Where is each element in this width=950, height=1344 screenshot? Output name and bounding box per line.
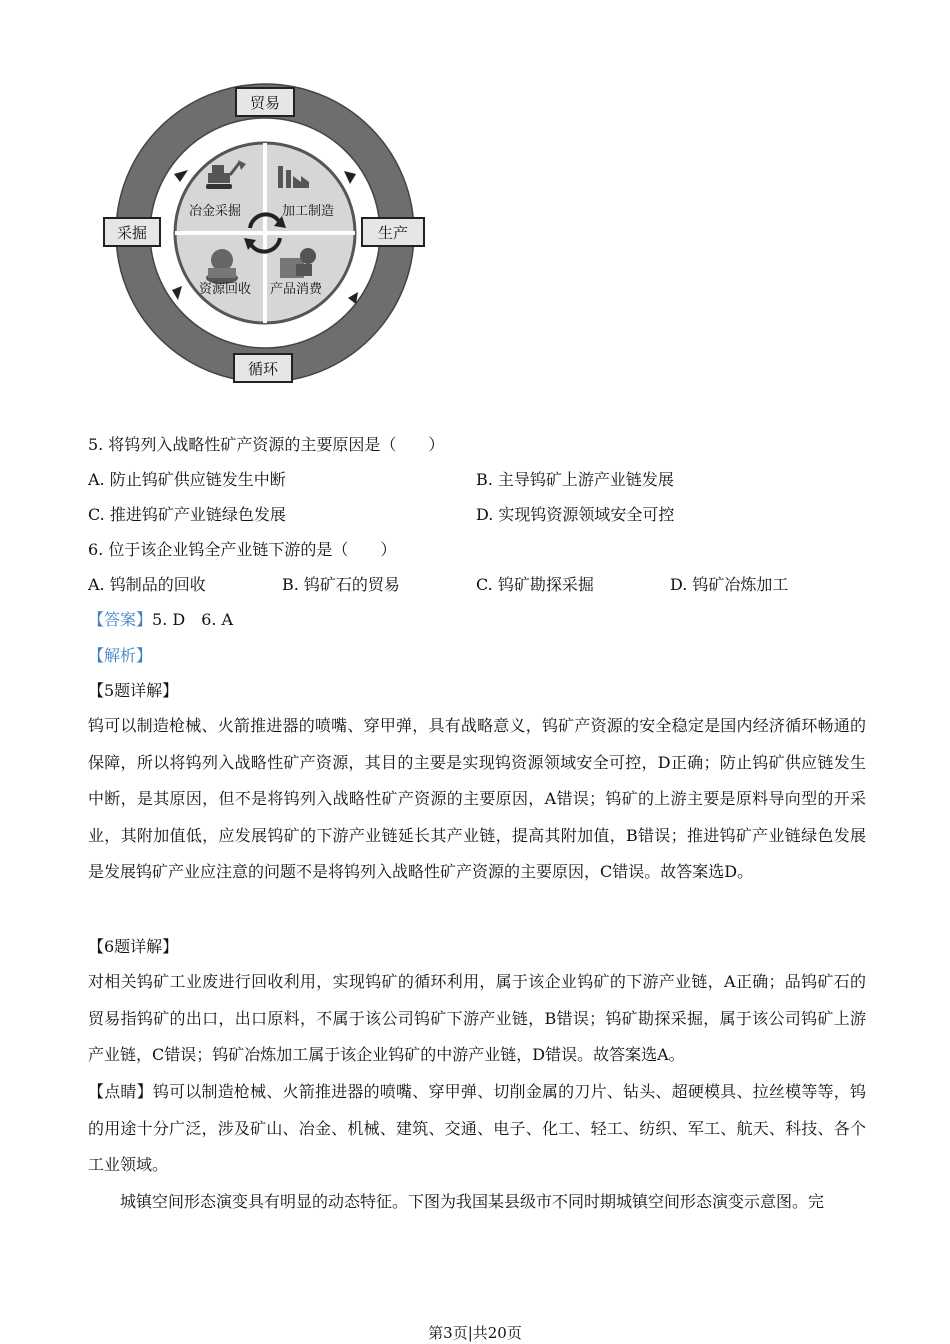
page-footer: 第3页|共20页: [428, 1324, 522, 1342]
answer-line: [88, 610, 233, 630]
detail6-title: 【6题详解】: [88, 937, 179, 956]
answer-text: 5. D 6. A: [152, 610, 234, 629]
q6-stem: 6. 位于该企业钨全产业链下游的是（ ）: [88, 540, 397, 559]
inner-label-manufacturing: 加工制造: [281, 204, 335, 219]
inner-label-recovery: 资源回收: [198, 282, 252, 297]
label-trade: [236, 88, 294, 116]
svg-text:贸易: 贸易: [249, 94, 281, 112]
q6-option-d: D. 钨矿冶炼加工: [670, 575, 789, 594]
industry-chain-diagram: [100, 78, 430, 388]
note-label: 【点睛】: [88, 1082, 153, 1101]
label-cycle: [234, 354, 292, 382]
note-body: 钨可以制造枪械、火箭推进器的喷嘴、穿甲弹、切削金属的刀片、钻头、超硬模具、拉丝模等等，钨的用途十分广泛，涉及矿山、冶金、机械、建筑、交通、电子、化工、轻工、纺织、军工、航天、科技、各个工业领域。: [88, 1082, 866, 1174]
q6-option-a: A. 钨制品的回收: [88, 575, 206, 594]
label-mining: [104, 218, 160, 246]
note-paragraph: [88, 1074, 866, 1184]
q5-option-b: B. 主导钨矿上游产业链发展: [476, 470, 674, 489]
detail5-body: 钨可以制造枪械、火箭推进器的喷嘴、穿甲弹，具有战略意义，钨矿产资源的安全稳定是国内经济循环畅通的保障，所以将钨列入战略性矿产资源，其目的主要是实现钨资源领域安全可控，D正确；防止钨矿供应链发生中断，是其原因，但不是将钨列入战略性矿产资源的主要原因，A错误；钨矿的上游主要是原料导向型的开采业，其附加值低，应发展钨矿的下游产业链延长其产业链，提高其附加值，B错误；推进钨矿产业链绿色发展是发展钨矿产业应注意的问题不是将钨列入战略性矿产资源的主要原因，C错误。故答案选D。: [88, 716, 866, 881]
q6-option-b: B. 钨矿石的贸易: [282, 575, 400, 594]
q5-stem: 5. 将钨列入战略性矿产资源的主要原因是（ ）: [88, 435, 445, 454]
q5-option-c: C. 推进钨矿产业链绿色发展: [88, 505, 286, 524]
svg-text:采掘: 采掘: [116, 224, 148, 242]
svg-text:生产: 生产: [377, 224, 409, 242]
q5-option-a: A. 防止钨矿供应链发生中断: [88, 470, 286, 489]
q6-option-c: C. 钨矿勘探采掘: [476, 575, 594, 594]
detail6-body: 对相关钨矿工业废进行回收利用，实现钨矿的循环利用，属于该企业钨矿的下游产业链，A正确；品钨矿石的贸易指钨矿的出口，出口原料，不属于该公司钨矿下游产业链，B错误；钨矿勘探采掘，属于该公司钨矿上游产业链，C错误；钨矿冶炼加工属于该企业钨矿的中游产业链，D错误。故答案选A。: [88, 972, 866, 1064]
q5-option-d: D. 实现钨资源领域安全可控: [476, 505, 675, 524]
next-section-intro: 城镇空间形态演变具有明显的动态特征。下图为我国某县级市不同时期城镇空间形态演变示意图。完: [120, 1192, 825, 1211]
label-production: [362, 218, 424, 246]
detail5-title: 【5题详解】: [88, 681, 179, 700]
svg-text:循环: 循环: [247, 360, 279, 378]
inner-label-consumption: 产品消费: [269, 282, 323, 297]
answer-label: 【答案】: [88, 610, 153, 629]
analysis-label: 【解析】: [88, 646, 153, 665]
inner-label-smelting: 冶金采掘: [188, 204, 242, 219]
